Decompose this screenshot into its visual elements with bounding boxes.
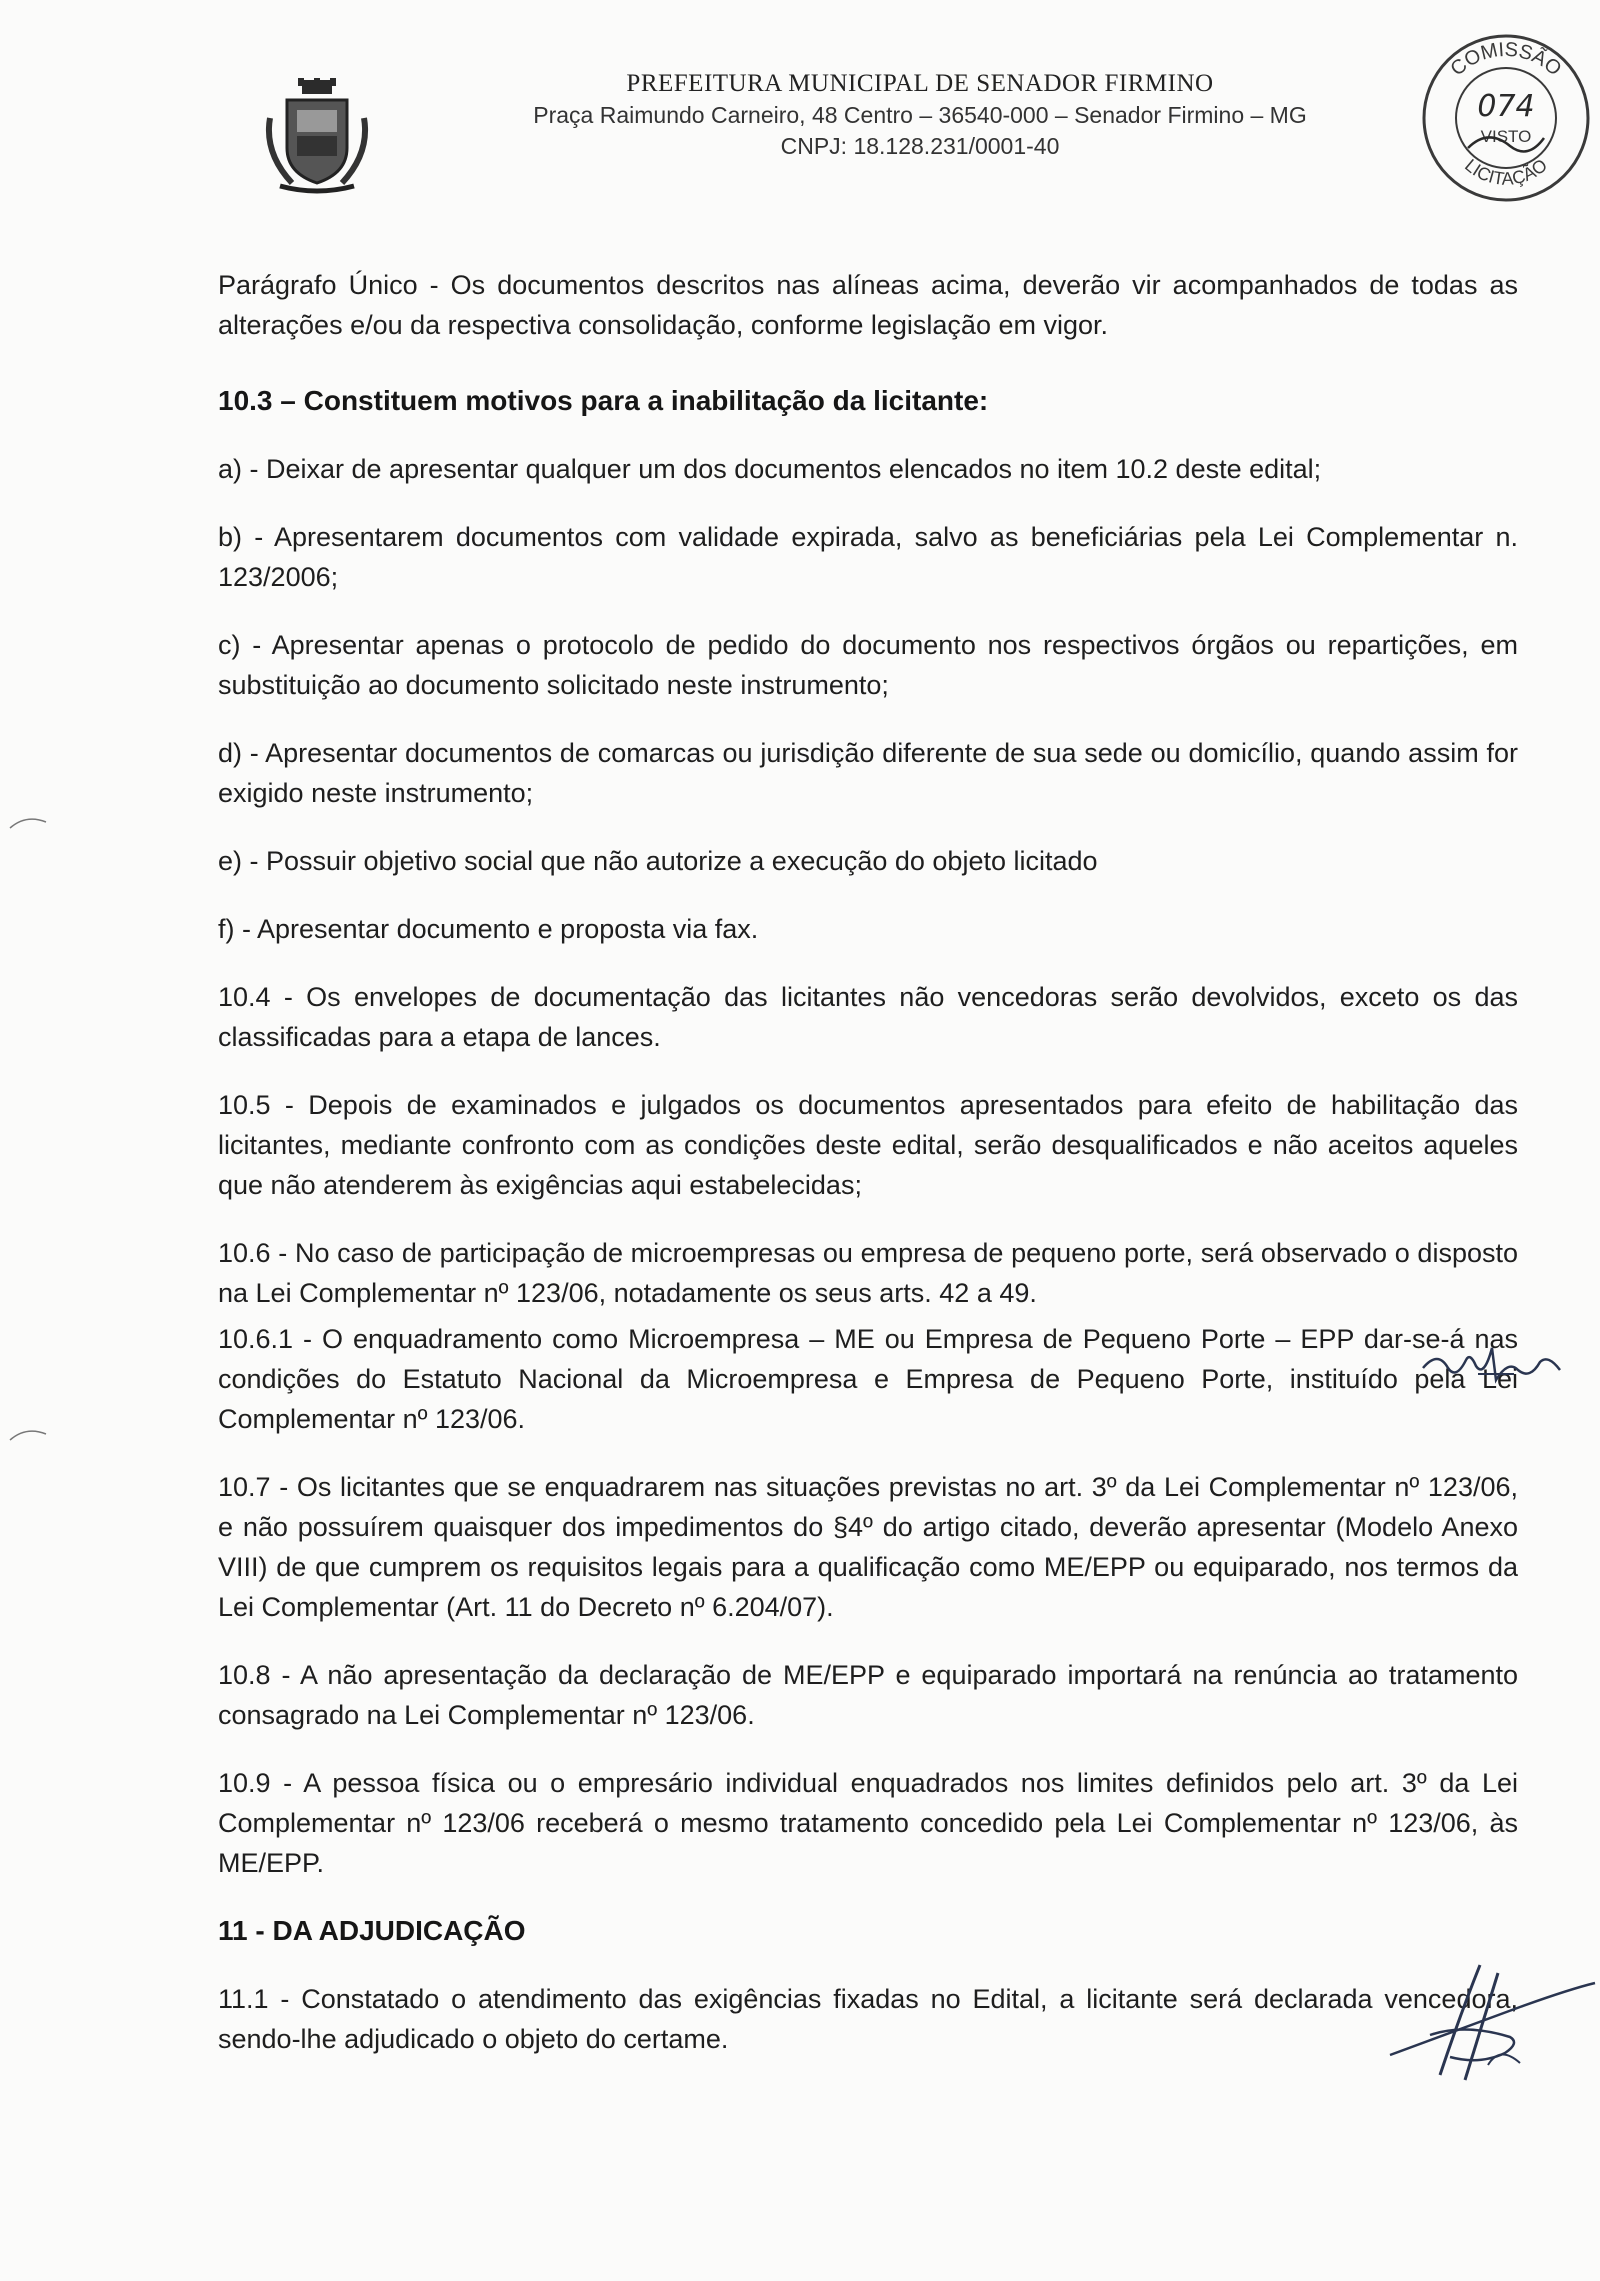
section-10-8: 10.8 - A não apresentação da declaração de ME/EPP e equiparado importará na renúncia ao tratamento consagrado na Lei Complementar nº 123/06. [218, 1660, 1518, 1730]
section-10-4: 10.4 - Os envelopes de documentação das licitantes não vencedoras serão devolvidos, exceto os das classificadas para a etapa de lances. [218, 982, 1518, 1052]
section-11-1: 11.1 - Constatado o atendimento das exigências fixadas no Edital, a licitante será declarada vencedora, sendo-lhe adjudicado o objeto do certame. [218, 1984, 1518, 2054]
handwritten-signature [1370, 1945, 1600, 2095]
item-10-3-c: c) - Apresentar apenas o protocolo de pedido do documento nos respectivos órgãos ou repartições, em substituição ao documento solicitado neste instrumento; [218, 630, 1518, 700]
comissao-licitacao-stamp [1418, 30, 1593, 205]
svg-text:COMISSÃO [1447, 39, 1566, 81]
document-body [218, 265, 1518, 2059]
header-address: Praça Raimundo Carneiro, 48 Centro – 36540-000 – Senador Firmino – MG [533, 102, 1307, 128]
municipal-coat-of-arms-icon [262, 78, 372, 196]
stamp-middle-text: VISTO [1480, 127, 1532, 146]
item-10-3-b: b) - Apresentarem documentos com validade expirada, salvo as beneficiárias pela Lei Complementar n. 123/2006; [218, 522, 1518, 592]
letterhead [420, 70, 1420, 160]
stamp-bottom-text: LICITAÇÃO [1460, 154, 1552, 189]
paragrafo-unico: Parágrafo Único - Os documentos descritos nas alíneas acima, deverão vir acompanhados de todas as alterações e/ou da respectiva consolidação, conforme legislação em vigor. [218, 270, 1518, 340]
section-11-heading: 11 - DA ADJUDICAÇÃO [218, 1915, 526, 1946]
section-10-6: 10.6 - No caso de participação de microempresas ou empresa de pequeno porte, será observado o disposto na Lei Complementar nº 123/06, notadamente os seus arts. 42 a 49. [218, 1238, 1518, 1308]
margin-mark [8, 1424, 48, 1444]
item-10-3-a: a) - Deixar de apresentar qualquer um dos documentos elencados no item 10.2 deste edital; [218, 454, 1322, 484]
stamp-page-number: 074 [1477, 89, 1535, 124]
section-10-5: 10.5 - Depois de examinados e julgados os documentos apresentados para efeito de habilitação das licitantes, mediante confronto com as condições deste edital, serão desqualificados e não aceitos aqueles que não atenderem às exigências aqui estabelecidas; [218, 1090, 1518, 1200]
section-10-3-heading: 10.3 – Constituem motivos para a inabilitação da licitante: [218, 385, 989, 416]
section-10-9: 10.9 - A pessoa física ou o empresário individual enquadrados nos limites definidos pelo art. 3º da Lei Complementar nº 123/06 receberá o mesmo tratamento concedido pela Lei Complementar nº 123/06, às ME/EPP. [218, 1768, 1518, 1878]
section-10-6-1: 10.6.1 - O enquadramento como Microempresa – ME ou Empresa de Pequeno Porte – EPP dar-se-á nas condições do Estatuto Nacional da Microempresa e Empresa de Pequeno Porte, instituído pela Lei Complementar nº 123/06. [218, 1324, 1518, 1434]
header-cnpj: CNPJ: 18.128.231/0001-40 [780, 133, 1060, 159]
svg-text:LICITAÇÃO [1461, 155, 1551, 189]
item-10-3-d: d) - Apresentar documentos de comarcas ou jurisdição diferente de sua sede ou domicílio, quando assim for exigido neste instrumento; [218, 738, 1518, 808]
item-10-3-e: e) - Possuir objetivo social que não autorize a execução do objeto licitado [218, 846, 1098, 876]
section-10-7: 10.7 - Os licitantes que se enquadrarem nas situações previstas no art. 3º da Lei Complementar nº 123/06, e não possuírem quaisquer dos impedimentos do §4º do artigo citado, deverão apresentar (Modelo Anexo VIII) de que cumprem os requisitos legais para a qualificação como ME/EPP ou equiparado, nos termos da Lei Complementar (Art. 11 do Decreto nº 6.204/07). [218, 1472, 1518, 1622]
stamp-top-text: COMISSÃO [1446, 38, 1566, 81]
header-title: PREFEITURA MUNICIPAL DE SENADOR FIRMINO [626, 70, 1214, 97]
handwritten-initials [1418, 1330, 1563, 1390]
margin-mark [8, 812, 48, 832]
item-10-3-f: f) - Apresentar documento e proposta via fax. [218, 914, 759, 944]
